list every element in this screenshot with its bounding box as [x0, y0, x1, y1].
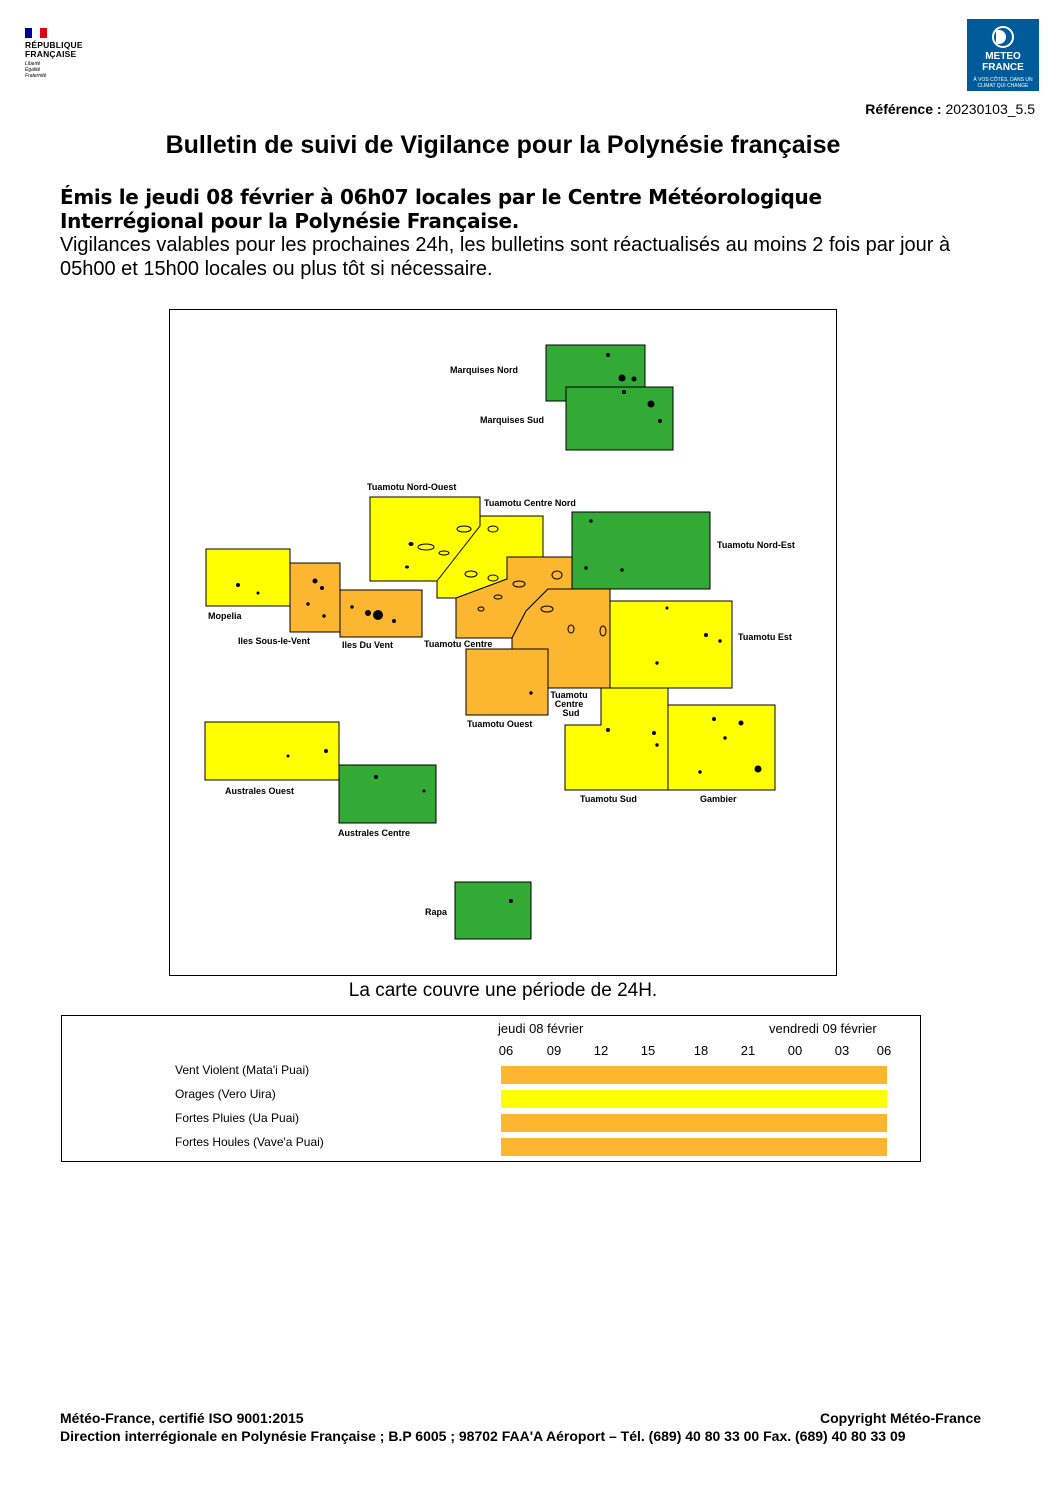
label-tuamotu-centre-sud-3: Sud [562, 708, 580, 718]
mf-line1: METEO [985, 51, 1021, 62]
zone-iles-sous-le-vent [290, 563, 340, 632]
island [659, 420, 662, 423]
island [653, 732, 656, 735]
island [325, 750, 328, 753]
island [699, 771, 701, 773]
island [648, 401, 654, 407]
label-tuamotu-nord-ouest: Tuamotu Nord-Ouest [367, 482, 457, 492]
phenomenon-label-vent: Vent Violent (Mata'i Puai) [175, 1063, 310, 1077]
zone-marquises-sud [566, 387, 673, 450]
island [585, 567, 587, 569]
island [607, 729, 610, 732]
rf-line2: FRANÇAISE [25, 49, 77, 59]
island [724, 737, 726, 739]
zone-rapa [455, 882, 531, 939]
meteo-france-logo [967, 19, 1039, 91]
island [351, 606, 353, 608]
label-marquises-sud: Marquises Sud [480, 415, 545, 425]
rf-line1: RÉPUBLIQUE [25, 40, 83, 50]
label-tuamotu-est: Tuamotu Est [738, 632, 792, 642]
emission-info: Émis le jeudi 08 février à 06h07 locales par le Centre Météorologique Interrégional pour la Polynésie Française. [60, 185, 822, 233]
phenomenon-label-orages: Orages (Vero Uira) [175, 1087, 276, 1101]
island [632, 377, 636, 381]
island [287, 755, 289, 757]
timeline-hour: 15 [640, 1043, 656, 1058]
vigilance-map-svg [170, 310, 838, 977]
phenomenon-bar-houles [501, 1138, 887, 1156]
phenomenon-label-pluies: Fortes Pluies (Ua Puai) [175, 1111, 300, 1125]
label-australes-centre: Australes Centre [338, 828, 411, 838]
zone-tuamotu-ouest [466, 649, 548, 715]
timeline-hour: 00 [787, 1043, 803, 1058]
reference-value: 20230103_5.5 [945, 101, 1035, 117]
island [409, 543, 413, 546]
island [530, 692, 532, 694]
island [621, 569, 623, 571]
zone-tuamotu-nord-est [572, 512, 710, 589]
zone-gambier [668, 705, 775, 790]
vigilance-timeline [61, 1015, 921, 1162]
zone-tuamotu-est [610, 601, 732, 688]
island [406, 566, 409, 568]
label-tuamotu-centre-nord: Tuamotu Centre Nord [484, 498, 576, 508]
island [257, 592, 259, 594]
island [739, 721, 743, 725]
island [237, 584, 240, 587]
vigilance-map [169, 309, 837, 976]
page-title: Bulletin de suivi de Vigilance pour la Polynésie française [165, 131, 841, 159]
timeline-date-2: vendredi 09 février [769, 1021, 877, 1036]
phenomenon-label-houles: Fortes Houles (Vave'a Puai) [175, 1135, 324, 1149]
mf-tagline1: À VOS CÔTÉS, DANS UN [973, 77, 1033, 83]
zone-mopelia [206, 549, 290, 606]
french-flag-icon [25, 28, 47, 38]
map-caption: La carte couvre une période de 24H. [348, 980, 658, 1001]
island [321, 587, 324, 590]
rf-motto [25, 61, 95, 79]
island [323, 615, 325, 617]
label-iles-sous-le-vent: Iles Sous-le-Vent [238, 636, 311, 646]
island [374, 611, 383, 620]
island [375, 776, 378, 779]
island [666, 607, 668, 609]
mf-name [967, 51, 1039, 73]
timeline-hour: 03 [834, 1043, 850, 1058]
phenomenon-bar-orages [501, 1090, 887, 1108]
island [713, 718, 716, 721]
rf-motto2: Égalité [25, 67, 41, 73]
island [619, 375, 625, 381]
zone-australes-ouest [205, 722, 339, 780]
meteo-france-emblem-icon [992, 26, 1014, 48]
label-iles-du-vent: Iles Du Vent [342, 640, 394, 650]
island [590, 520, 592, 522]
label-marquises-nord: Marquises Nord [450, 365, 519, 375]
label-australes-ouest: Australes Ouest [225, 786, 295, 796]
label-tuamotu-nord-est: Tuamotu Nord-Est [717, 540, 795, 550]
label-tuamotu-ouest: Tuamotu Ouest [467, 719, 533, 729]
reference [865, 101, 1035, 117]
phenomenon-bar-vent [501, 1066, 887, 1084]
timeline-date-1: jeudi 08 février [498, 1021, 584, 1036]
rf-logo-text [25, 41, 95, 59]
rf-motto3: Fraternité [25, 73, 47, 79]
island [656, 744, 658, 746]
mf-line2: FRANCE [982, 62, 1024, 73]
island [393, 620, 396, 623]
timeline-hour: 12 [593, 1043, 609, 1058]
validity-info: Vigilances valables pour les prochaines 24h, les bulletins sont réactualisés au moins 2 fois par jour à 05h00 et 15h00 locales ou plus tôt si nécessaire. [60, 234, 951, 280]
island [423, 790, 425, 792]
phenomenon-bar-pluies [501, 1114, 887, 1132]
label-rapa: Rapa [425, 907, 448, 917]
island [623, 391, 626, 394]
mf-tagline2: CLIMAT QUI CHANGE [977, 83, 1029, 89]
zone-australes-centre [339, 765, 436, 823]
island [755, 766, 761, 772]
label-tuamotu-sud: Tuamotu Sud [580, 794, 637, 804]
reference-label: Référence : [865, 101, 942, 117]
island [719, 640, 721, 642]
mf-tagline [967, 77, 1039, 89]
label-tuamotu-centre-sud-1: Tuamotu [550, 690, 588, 700]
footer-copyright: Copyright Météo-France [820, 1410, 982, 1426]
timeline-hour: 09 [546, 1043, 562, 1058]
timeline-hour: 21 [740, 1043, 756, 1058]
label-mopelia: Mopelia [208, 611, 242, 621]
timeline-hour: 06 [498, 1043, 514, 1058]
footer-certification: Météo-France, certifié ISO 9001:2015 [60, 1410, 304, 1426]
island [510, 900, 513, 903]
footer-address: Direction interrégionale en Polynésie Française ; B.P 6005 ; 98702 FAA'A Aéroport – Tél. (689) 40 80 33 00 Fax. (689) 40 80 33 09 [60, 1428, 906, 1444]
label-tuamotu-centre-sud-2: Centre [554, 699, 584, 709]
island [607, 354, 610, 357]
republique-francaise-logo [25, 28, 95, 79]
island [307, 603, 309, 605]
timeline-hour: 18 [693, 1043, 709, 1058]
island [366, 611, 371, 616]
label-gambier: Gambier [700, 794, 737, 804]
rf-motto1: Liberté [25, 61, 41, 67]
island [656, 662, 658, 664]
island [313, 579, 317, 583]
timeline-hour: 06 [876, 1043, 892, 1058]
island [705, 634, 708, 637]
label-tuamotu-centre: Tuamotu Centre [424, 639, 493, 649]
